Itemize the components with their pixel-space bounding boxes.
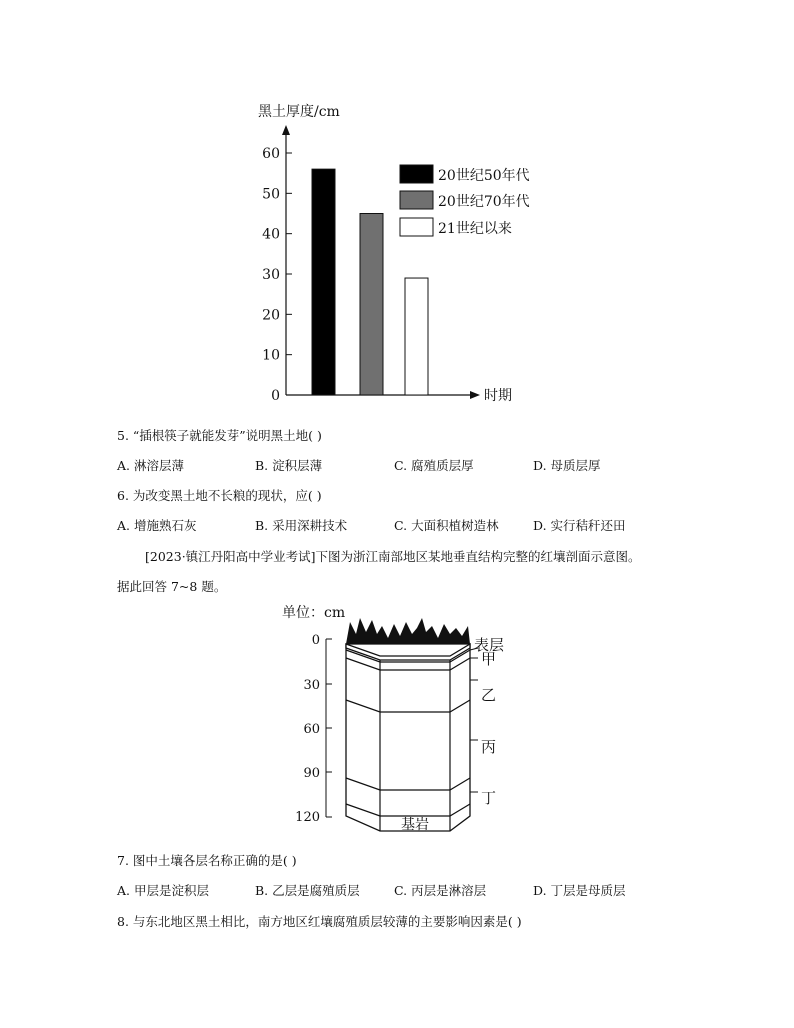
y-axis-arrow [282, 125, 290, 135]
q6-option-a: A. 增施熟石灰 [117, 518, 197, 533]
layer-label-bing: 丙 [481, 738, 497, 756]
q7-option-a: A. 甲层是淀积层 [117, 883, 209, 898]
layer-label-surface: 表层 [474, 636, 505, 654]
q7-option-b: B. 乙层是腐殖质层 [255, 883, 360, 898]
q5-option-c: C. 腐殖质层厚 [394, 458, 474, 473]
q5-option-d: D. 母质层厚 [533, 458, 601, 473]
surface-vegetation [346, 618, 470, 644]
y-tick-label: 10 [262, 347, 280, 364]
layer-label-ding: 丁 [481, 789, 497, 807]
base-label: 基岩 [401, 817, 429, 833]
depth-tick-120: 120 [295, 810, 320, 825]
lead-paragraph-line-2: 据此回答 7~8 题。 [117, 579, 227, 594]
bar-2 [360, 214, 383, 396]
q5-option-a: A. 淋溶层薄 [117, 458, 184, 473]
q7-option-d: D. 丁层是母质层 [533, 883, 626, 898]
unit-label: 单位：cm [282, 605, 346, 621]
soil-prism [346, 644, 470, 831]
layer-labels [470, 636, 504, 807]
red-soil-profile-diagram [270, 600, 530, 840]
x-axis-label: 时期 [484, 388, 512, 404]
depth-tick-90: 90 [303, 766, 320, 781]
y-tick-label: 0 [271, 388, 280, 404]
question-7-stem: 7. 图中土壤各层名称正确的是( ) [117, 853, 297, 868]
depth-tick-30: 30 [303, 678, 320, 693]
black-soil-thickness-chart [230, 95, 560, 415]
depth-tick-60: 60 [303, 722, 320, 737]
y-ticks [262, 146, 292, 404]
bar-3 [405, 278, 428, 395]
question-8-stem: 8. 与东北地区黑土相比，南方地区红壤腐殖质层较薄的主要影响因素是( ) [117, 914, 522, 929]
lead-paragraph-line-1: [2023·镇江丹阳高中学业考试]下图为浙江南部地区某地垂直结构完整的红壤剖面示意图。 [145, 549, 641, 564]
y-axis-label: 黑土厚度/cm [258, 104, 340, 120]
y-tick-label: 30 [262, 267, 280, 283]
q7-option-c: C. 丙层是淋溶层 [394, 883, 487, 898]
q6-option-b: B. 采用深耕技术 [255, 518, 348, 533]
question-5-stem: 5. “插根筷子就能发芽”说明黑土地( ) [117, 428, 322, 443]
y-tick-label: 50 [262, 186, 280, 203]
layer-label-yi: 乙 [481, 686, 497, 704]
q6-option-d: D. 实行秸秆还田 [533, 518, 626, 533]
q5-option-b: B. 淀积层薄 [255, 458, 323, 473]
legend [400, 165, 530, 237]
legend-swatch-3 [400, 218, 433, 236]
q6-option-c: C. 大面积植树造林 [394, 518, 499, 533]
legend-swatch-2 [400, 191, 433, 209]
question-6-stem: 6. 为改变黑土地不长粮的现状，应( ) [117, 488, 322, 503]
legend-label-1: 20世纪50年代 [438, 168, 530, 184]
depth-tick-0: 0 [311, 633, 320, 648]
y-tick-label: 40 [262, 226, 280, 243]
legend-swatch-1 [400, 165, 433, 183]
bar-1 [312, 169, 335, 395]
legend-label-2: 20世纪70年代 [438, 194, 530, 210]
legend-label-3: 21世纪以来 [438, 221, 512, 237]
y-tick-label: 20 [262, 307, 280, 324]
y-tick-label: 60 [262, 146, 280, 162]
layer-label-jia: 甲 [481, 650, 497, 668]
x-axis-arrow [470, 391, 480, 399]
